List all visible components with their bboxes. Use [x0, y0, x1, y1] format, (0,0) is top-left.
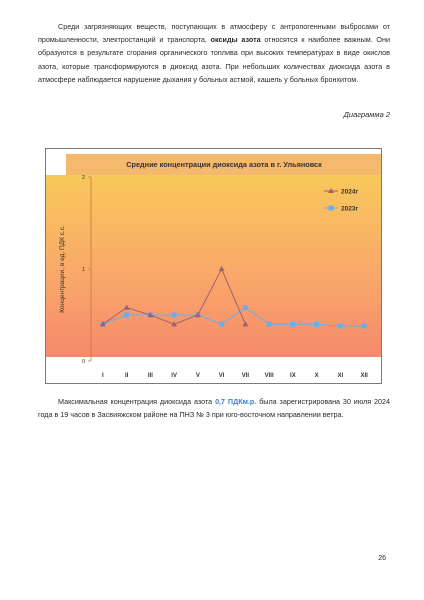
x-tick-label: XII — [360, 373, 368, 379]
x-tick-label: IX — [290, 373, 296, 379]
x-ticks — [102, 373, 368, 379]
data-point-square — [267, 322, 272, 327]
data-point-square — [290, 322, 295, 327]
max-text-1: Максимальная концентрация диоксида азота — [58, 397, 216, 406]
diagram-caption: Диаграмма 2 — [343, 110, 390, 119]
x-tick-label: IV — [171, 373, 177, 379]
x-tick-label: I — [102, 373, 104, 379]
y-tick-label: 2 — [81, 175, 85, 181]
data-point-square — [243, 305, 248, 310]
data-point-square — [124, 313, 129, 318]
y-tick-label: 0 — [81, 359, 85, 365]
intro-bold-term: оксиды азота — [210, 35, 261, 45]
data-point-square — [314, 322, 319, 327]
x-tick-label: V — [195, 373, 200, 379]
data-point-square — [219, 322, 224, 327]
x-tick-label: VI — [218, 373, 225, 379]
legend-label: 2023г — [341, 205, 359, 213]
max-concentration-paragraph — [38, 395, 390, 421]
max-text-2: была зарегистрирована 30 июля 2024 года в 19 часов в Засвияжском районе на ПНЗ № 3 при юго-восточном направлении ветра. — [38, 397, 390, 420]
x-tick-label: XI — [337, 373, 344, 379]
max-value-highlight: 0,7 ПДКм.р. — [215, 397, 257, 406]
intro-text-2: относятся к наиболее важным. Они образуются в результате сгорания органического топлива при высоких температурах в виде окислов азота, которые трансформируются в диоксид азота. При небольших количествах диоксида азота в атмосфере наблюдается нарушение дыхания у больных астмой, кашель у больных бронхитом. — [38, 35, 390, 84]
y-axis-label: Концентрации, в ед. ПДК с.с. — [59, 225, 66, 313]
x-tick-label: VII — [241, 373, 250, 379]
intro-text-1: Среди загрязняющих веществ, поступающих в атмосферу с антропогенными выбросами от промышленности, электростанций и транспорта, — [38, 22, 390, 45]
legend-marker — [329, 206, 334, 211]
y-tick-label: 1 — [81, 267, 85, 273]
chart-frame — [45, 148, 382, 384]
x-tick-label: III — [147, 373, 153, 379]
no2-line-chart — [46, 149, 383, 385]
data-point-square — [172, 313, 177, 318]
data-point-square — [338, 324, 343, 329]
x-tick-label: II — [124, 373, 129, 379]
intro-paragraph — [38, 20, 390, 86]
x-tick-label: X — [314, 373, 319, 379]
page-number: 26 — [378, 555, 386, 562]
legend-label: 2024г — [341, 188, 359, 196]
x-tick-label: VIII — [264, 373, 274, 379]
data-point-square — [362, 324, 367, 329]
chart-title: Средние концентрации диоксида азота в г. Ульяновск — [126, 160, 322, 169]
plot-background — [46, 175, 381, 357]
